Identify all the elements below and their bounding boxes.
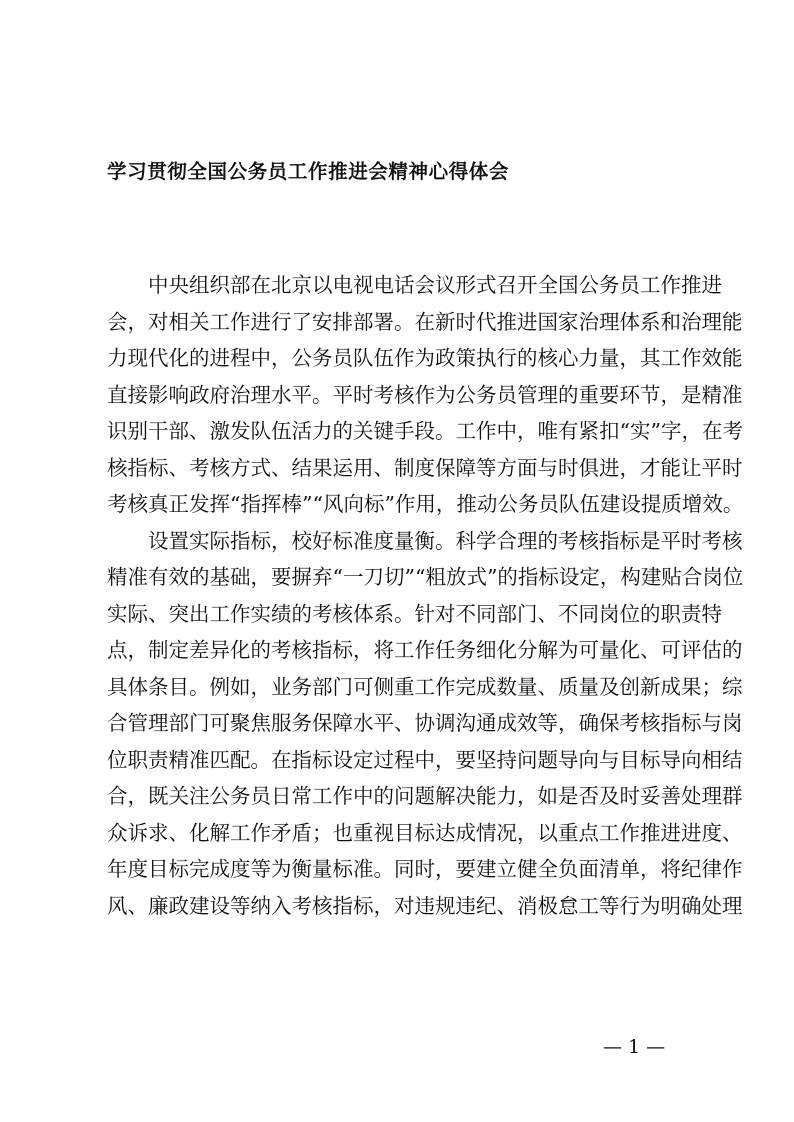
text-line: 精准有效的基础，要摒弃“一刀切”“粗放式”的指标设定，构建贴合岗位: [107, 565, 744, 589]
paragraph: [107, 523, 744, 925]
text-line: 点，制定差异化的考核指标，将工作任务细化分解为可量化、可评估的: [107, 638, 743, 662]
text-line: 合，既关注公务员日常工作中的问题解决能力，如是否及时妥善处理群: [107, 784, 743, 808]
text-line: 年度目标完成度等为衡量标准。同时，要建立健全负面清单，将纪律作: [107, 857, 743, 881]
text-line: 风、廉政建设等纳入考核指标，对违规违纪、消极怠工等行为明确处理: [107, 893, 743, 918]
text-line: 力现代化的进程中，公务员队伍作为政策执行的核心力量，其工作效能: [107, 346, 743, 370]
text-line: 设置实际指标，校好标准度量衡。科学合理的考核指标是平时考核: [148, 528, 743, 553]
paragraph: [107, 267, 744, 523]
text-line: 众诉求、化解工作矛盾；也重视目标达成情况，以重点工作推进进度、: [107, 820, 743, 845]
text-line: 直接影响政府治理水平。平时考核作为公务员管理的重要环节，是精准: [107, 382, 743, 407]
text-line: 实际、突出工作实绩的考核体系。针对不同部门、不同岗位的职责特: [107, 601, 722, 626]
text-line: 核指标、考核方式、结果运用、制度保障等方面与时俱进，才能让平时: [107, 455, 743, 480]
text-line: 具体条目。例如，业务部门可侧重工作完成数量、质量及创新成果；综: [107, 674, 743, 699]
text-line: 考核真正发挥“指挥棒”“风向标”作用，推动公务员队伍建设提质增效。: [107, 492, 744, 516]
text-line: 会，对相关工作进行了安排部署。在新时代推进国家治理体系和治理能: [107, 309, 743, 334]
page-number: — 1 —: [603, 1036, 666, 1058]
document-title: 学习贯彻全国公务员工作推进会精神心得体会: [107, 160, 510, 183]
document-body: [107, 267, 744, 924]
text-line: 识别干部、激发队伍活力的关键手段。工作中，唯有紧扣“实”字，在考: [107, 419, 743, 443]
text-line: 合管理部门可聚焦服务保障水平、协调沟通成效等，确保考核指标与岗: [107, 711, 743, 735]
text-line: 中央组织部在北京以电视电话会议形式召开全国公务员工作推进: [148, 273, 722, 297]
text-line: 位职责精准匹配。在指标设定过程中，要坚持问题导向与目标导向相结: [107, 747, 743, 772]
